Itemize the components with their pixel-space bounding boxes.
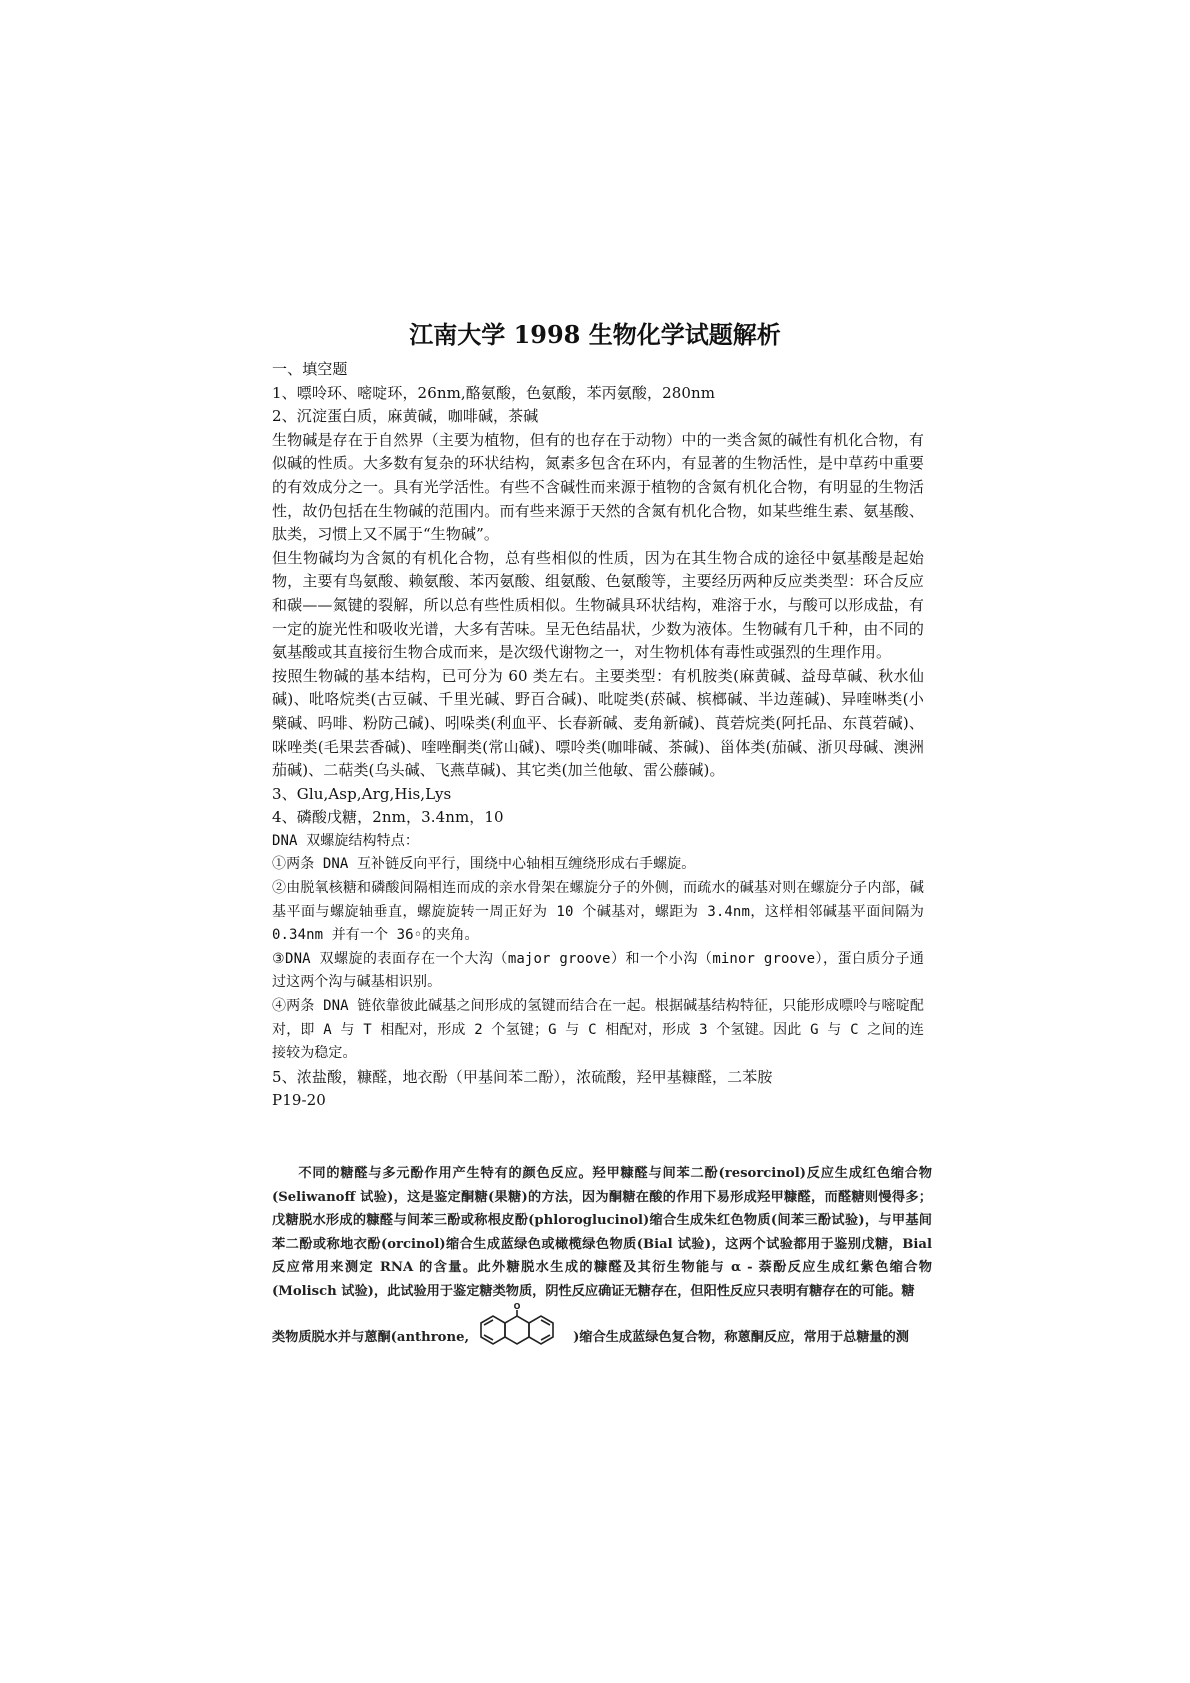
alkaloid-paragraph-2: 但生物碱均为含氮的有机化合物，总有些相似的性质，因为在其生物合成的途径中氨基酸是起始物，主要有鸟氨酸、赖氨酸、苯丙氨酸、组氨酸、色氨酸等，主要经历两种反应类类型：环合反应和碳——氮键的裂解，所以总有些性质相似。生物碱具环状结构，难溶于水，与酸可以形成盐，有一定的旋光性和吸收光谱，大多有苦味。呈无色结晶状，少数为液体。生物碱有几千种，由不同的氨基酸或其直接衍生物合成而来，是次级代谢物之一，对生物机体有毒性或强烈的生理作用。	[272, 548, 924, 662]
dna-point-3: ③DNA 双螺旋的表面存在一个大沟（major groove）和一个小沟（minor groove），蛋白质分子通过这两个沟与碱基相识别。	[272, 950, 924, 991]
alkaloid-paragraph-1: 生物碱是存在于自然界（主要为植物，但有的也存在于动物）中的一类含氮的碱性有机化合物，有似碱的性质。大多数有复杂的环状结构，氮素多包含在环内，有显著的生物活性，是中草药中重要的有效成分之一。具有光学活性。有些不含碱性而来源于植物的含氮有机化合物，有明显的生物活性，故仍包括在生物碱的范围内。而有些来源于天然的含氮有机化合物，如某些维生素、氨基酸、肽类，习惯上又不属于“生物碱”。	[272, 430, 924, 544]
carbonyl-oxygen-label: O	[513, 1303, 521, 1311]
scanned-paragraph: 不同的糖醛与多元酚作用产生特有的颜色反应。羟甲糠醛与间苯二酚(resorcinol)反应生成红色缩合物(Seliwanoff 试验)，这是鉴定酮糖(果糖)的方法，因为酮糖在酸的作用下易形成羟甲糠醛，而醛糖则慢得多；戊糖脱水形成的糠醛与间苯三酚或称根皮酚(phloroglucinol)缩合生成朱红色物质(间苯三酚试验)，与甲基间苯二酚或称地衣酚(orcinol)缩合生成蓝绿色或橄榄绿色物质(Bial 试验)，这两个试验都用于鉴别戊糖，Bial 反应常用来测定 RNA 的含量。此外糖脱水生成的糠醛及其衍生物能与 α - 萘酚反应生成红紫色缩合物(Molisch 试验)，此试验用于鉴定糖类物质，阴性反应确证无糖存在，但阳性反应只表明有糖存在的可能。糖	[272, 1166, 932, 1299]
answer-2: 2、沉淀蛋白质，麻黄碱，咖啡碱，茶碱	[272, 407, 539, 426]
section-heading: 一、填空题	[272, 360, 348, 378]
dna-point-4: ④两条 DNA 链依靠彼此碱基之间形成的氢键而结合在一起。根据碱基结构特征，只能形成嘌呤与嘧啶配对，即 A 与 T 相配对，形成 2 个氢键；G 与 C 相配对，形成 3 个氢键。因此 G 与 C 之间的连接较为稳定。	[272, 998, 924, 1062]
alkaloid-paragraph-3: 按照生物碱的基本结构，已可分为 60 类左右。主要类型：有机胺类(麻黄碱、益母草碱、秋水仙碱)、吡咯烷类(古豆碱、千里光碱、野百合碱)、吡啶类(菸碱、槟榔碱、半边莲碱)、异喹啉类(小檗碱、吗啡、粉防己碱)、吲哚类(利血平、长春新碱、麦角新碱)、莨菪烷类(阿托品、东莨菪碱)、咪唑类(毛果芸香碱)、喹唑酮类(常山碱)、嘌呤类(咖啡碱、茶碱)、甾体类(茄碱、浙贝母碱、澳洲茄碱)、二萜类(乌头碱、飞燕草碱)、其它类(加兰他敏、雷公藤碱)。	[272, 666, 924, 780]
page-reference: P19-20	[272, 1091, 326, 1110]
scanned-excerpt	[272, 1162, 932, 1349]
scanned-text-before: 类物质脱水并与蒽酮(anthrone,	[272, 1329, 470, 1345]
answer-4: 4、磷酸戊糖，2nm，3.4nm，10	[272, 808, 504, 827]
dna-point-1: ①两条 DNA 互补链反向平行，围绕中心轴相互缠绕形成右手螺旋。	[272, 856, 696, 873]
answer-3: 3、Glu,Asp,Arg,His,Lys	[272, 784, 452, 803]
scanned-last-line	[272, 1303, 932, 1349]
anthrone-structure-icon	[471, 1303, 571, 1349]
dna-heading: DNA 双螺旋结构特点：	[272, 832, 419, 849]
scanned-text-after: )缩合生成蓝绿色复合物，称蒽酮反应，常用于总糖量的测	[573, 1329, 909, 1345]
dna-point-2: ②由脱氧核糖和磷酸间隔相连而成的亲水骨架在螺旋分子的外侧，而疏水的碱基对则在螺旋分子内部，碱基平面与螺旋轴垂直，螺旋旋转一周正好为 10 个碱基对，螺距为 3.4nm，这样相邻碱基平面间隔为 0.34nm 并有一个 36◦的夹角。	[272, 880, 924, 944]
answer-1: 1、嘌呤环、嘧啶环，26nm,酪氨酸，色氨酸，苯丙氨酸，280nm	[272, 383, 716, 402]
document-title: 江南大学 1998 生物化学试题解析	[409, 320, 781, 349]
answer-5: 5、浓盐酸，糠醛，地衣酚（甲基间苯二酚），浓硫酸，羟甲基糠醛，二苯胺	[272, 1067, 773, 1086]
answer-body	[272, 358, 924, 1113]
